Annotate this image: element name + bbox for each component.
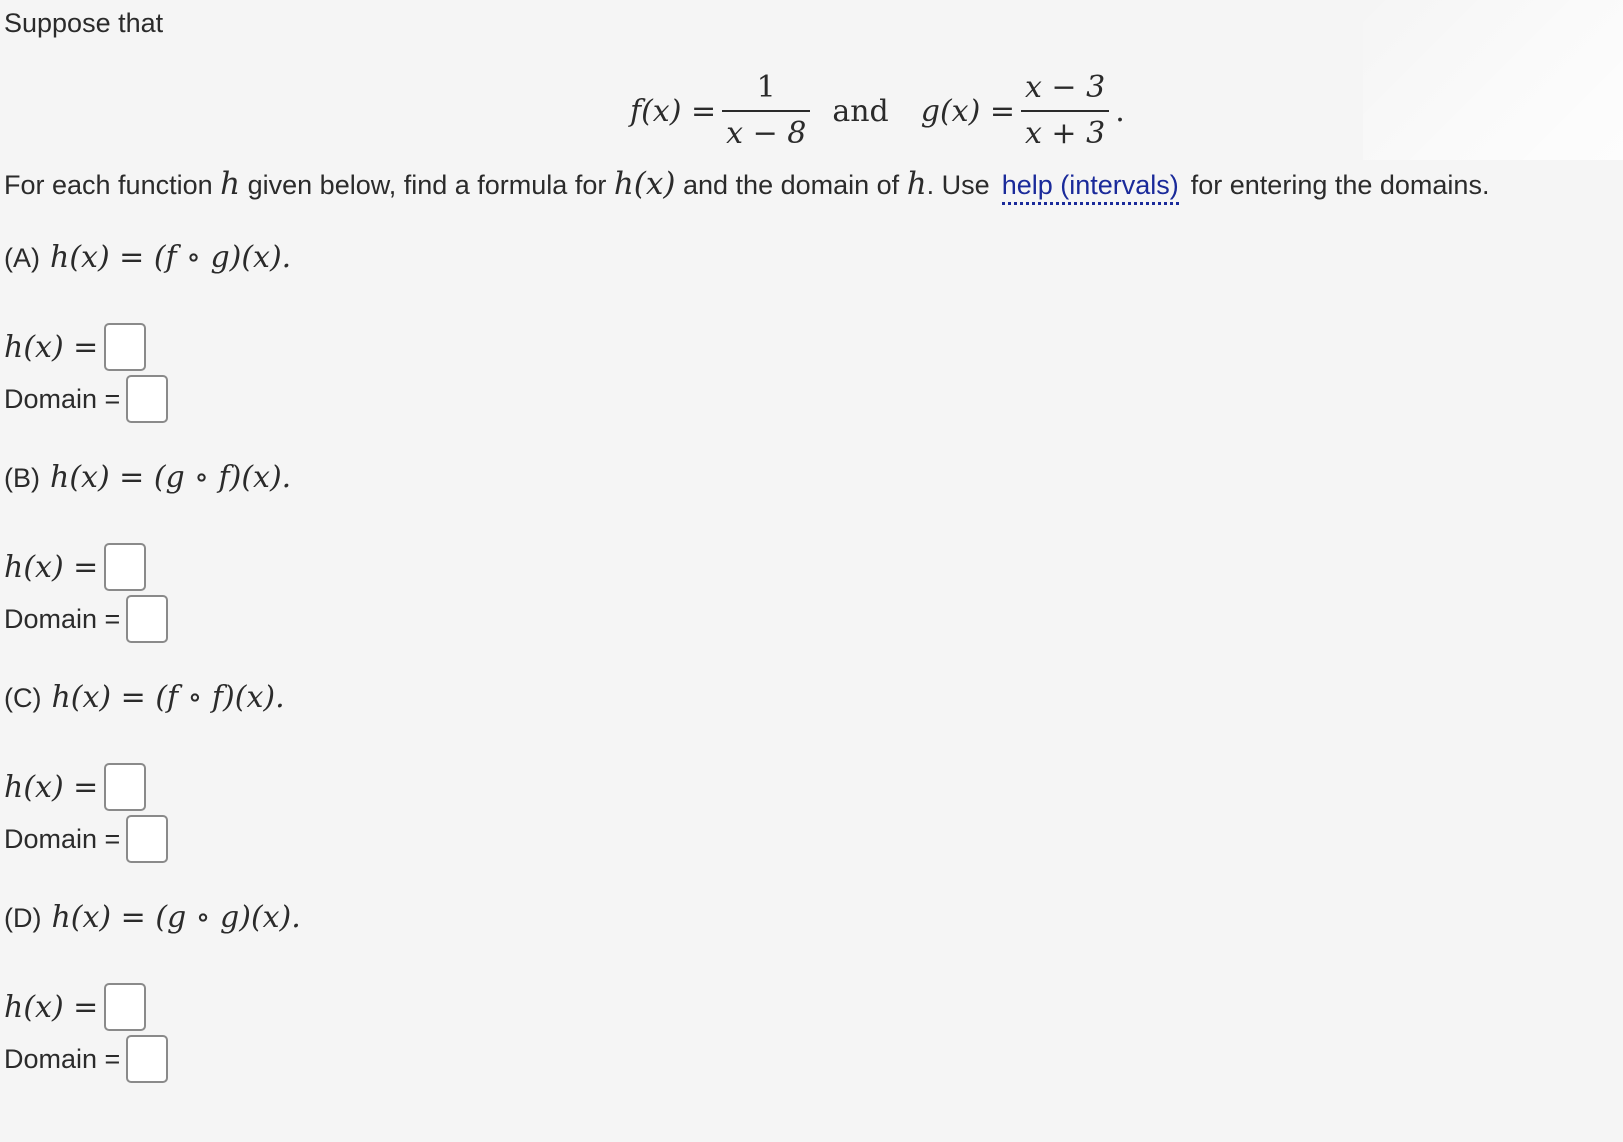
part-b-h-label: h(x) = <box>4 549 99 585</box>
instructions-part5: for entering the domains. <box>1190 170 1490 200</box>
g-fraction <box>1021 69 1109 153</box>
function-definitions <box>630 66 1125 156</box>
part-b-tag: (B) <box>4 463 40 493</box>
part-a-expression: h(x) = (f ∘ g)(x). <box>50 240 292 275</box>
part-a-title <box>4 240 291 275</box>
part-d-h-label: h(x) = <box>4 989 99 1025</box>
instructions-part3: and the domain of <box>683 170 900 200</box>
part-d-domain-input[interactable] <box>126 1035 168 1083</box>
part-c-domain-input-field[interactable] <box>128 817 166 861</box>
f-numerator: 1 <box>756 70 776 105</box>
instructions-h2: h <box>906 166 927 202</box>
part-a-h-label: h(x) = <box>4 329 99 365</box>
part-c-h-input-field[interactable] <box>106 765 144 809</box>
part-b-h-row <box>4 540 146 594</box>
g-definition-lhs: g(x) = <box>920 93 1015 129</box>
part-c-expression: h(x) = (f ∘ f)(x). <box>51 680 285 715</box>
instructions-part2: given below, find a formula for <box>247 170 607 200</box>
part-d-h-input[interactable] <box>104 983 146 1031</box>
part-b-h-input[interactable] <box>104 543 146 591</box>
f-denominator: x − 8 <box>722 110 810 153</box>
part-a-domain-input-field[interactable] <box>128 377 166 421</box>
g-denominator: x + 3 <box>1021 110 1109 153</box>
part-d-h-input-field[interactable] <box>106 985 144 1029</box>
instructions-part4: . Use <box>926 170 990 200</box>
background-glare <box>1363 0 1623 160</box>
part-a-h-row <box>4 320 146 374</box>
instructions <box>4 166 1489 205</box>
part-b-domain-label: Domain = <box>4 603 121 634</box>
part-a-domain-label: Domain = <box>4 383 121 414</box>
part-c-h-input[interactable] <box>104 763 146 811</box>
part-d-domain-input-field[interactable] <box>128 1037 166 1081</box>
f-definition-lhs: f(x) = <box>630 93 717 129</box>
part-c-domain-row <box>4 812 168 866</box>
help-intervals-link[interactable]: help (intervals) <box>1002 170 1179 205</box>
part-b-domain-input-field[interactable] <box>128 597 166 641</box>
part-d-domain-label: Domain = <box>4 1043 121 1074</box>
part-b-h-input-field[interactable] <box>106 545 144 589</box>
part-c-tag: (C) <box>4 683 42 713</box>
part-a-tag: (A) <box>4 243 40 273</box>
part-b-domain-input[interactable] <box>126 595 168 643</box>
part-d-h-row <box>4 980 146 1034</box>
part-b-domain-row <box>4 592 168 646</box>
f-fraction <box>722 69 810 153</box>
and-connector: and <box>832 93 889 129</box>
instructions-h: h <box>220 166 241 202</box>
part-a-domain-input[interactable] <box>126 375 168 423</box>
definition-period: . <box>1115 93 1125 129</box>
part-a-h-input[interactable] <box>104 323 146 371</box>
part-d-domain-row <box>4 1032 168 1086</box>
part-d-expression: h(x) = (g ∘ g)(x). <box>51 900 301 935</box>
part-c-domain-input[interactable] <box>126 815 168 863</box>
part-d-tag: (D) <box>4 903 42 933</box>
part-c-h-label: h(x) = <box>4 769 99 805</box>
part-a-domain-row <box>4 372 168 426</box>
part-c-title <box>4 680 285 715</box>
instructions-hx: h(x) <box>613 166 676 202</box>
g-numerator: x − 3 <box>1024 70 1106 105</box>
part-a-h-input-field[interactable] <box>106 325 144 369</box>
part-d-title <box>4 900 301 935</box>
instructions-part1: For each function <box>4 170 213 200</box>
part-b-expression: h(x) = (g ∘ f)(x). <box>50 460 292 495</box>
part-b-title <box>4 460 291 495</box>
part-c-h-row <box>4 760 146 814</box>
intro-text: Suppose that <box>4 8 164 38</box>
part-c-domain-label: Domain = <box>4 823 121 854</box>
